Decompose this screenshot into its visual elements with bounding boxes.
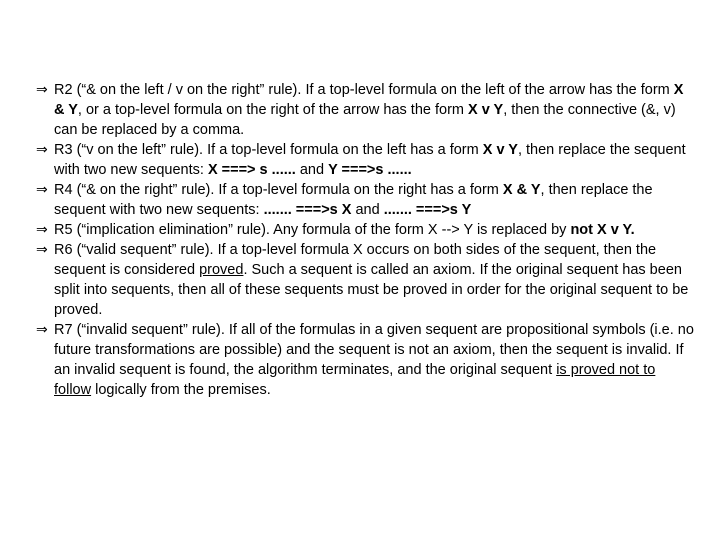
implies-arrow-icon: ⇒ [36,322,48,338]
rule-r6 [36,240,696,320]
rule-text: R7 (“invalid sequent” rule). If all of the formulas in a given sequent are propositional symbols (i.e. no future transformations are possible) and the sequent is not an axiom, then the sequent is invalid. If an invalid sequent is found, the algorithm terminates, and the original sequent [54,322,694,378]
implies-arrow-icon: ⇒ [36,182,48,198]
rule-text: R6 (“valid sequent” rule). If a top-level formula X occurs on both sides of the sequent, then the sequent is considered [54,242,657,278]
formula-conjunction: X & Y [54,82,684,118]
implies-arrow-icon: ⇒ [36,222,48,238]
rules-list [36,80,696,400]
conjunction-word: and [295,162,329,178]
rule-r7 [36,320,696,400]
rule-text: R3 (“v on the left” rule). If a top-level formula on the left has a form [54,142,483,158]
rule-text: R5 (“implication elimination” rule). Any formula of the form X --> Y is replaced by [54,222,571,238]
implies-arrow-icon: ⇒ [36,142,48,158]
implies-arrow-icon: ⇒ [36,82,48,98]
underlined-term: is proved not to follow [54,362,656,398]
sequent-right: ....... ===>s Y [383,202,472,218]
rule-r4 [36,180,696,220]
rule-text: R4 (“& on the right” rule). If a top-level formula on the right has a form [54,182,503,198]
formula-conjunction: X & Y [502,182,541,198]
formula-replacement: not X v Y. [570,222,635,238]
implies-arrow-icon: ⇒ [36,242,48,258]
rule-text: logically from the premises. [91,382,271,398]
sequent-left: X ===> s ...... [207,162,296,178]
rule-text: , then the connective (&, v) can be replaced by a comma. [54,102,676,138]
rule-r5 [36,220,696,240]
formula-disjunction: X v Y [468,102,504,118]
rule-text: R2 (“& on the left / v on the right” rule). If a top-level formula on the left of the arrow has the form [54,82,674,98]
rule-r3 [36,140,696,180]
conjunction-word: and [351,202,384,218]
rule-text: , then replace the sequent with two new sequents: [54,142,686,178]
rule-text: , then replace the sequent with two new sequents: [54,182,653,218]
rule-text: , or a top-level formula on the right of the arrow has the form [77,102,468,118]
underlined-term: proved [199,262,244,278]
rule-text: . Such a sequent is called an axiom. If the original sequent has been split into sequents, then all of these sequents must be proved in order for the original sequent to be proved. [54,262,689,318]
sequent-left: ....... ===>s X [263,202,352,218]
sequent-right: Y ===>s ...... [328,162,412,178]
formula-disjunction: X v Y [482,142,518,158]
rule-r2 [36,80,696,140]
